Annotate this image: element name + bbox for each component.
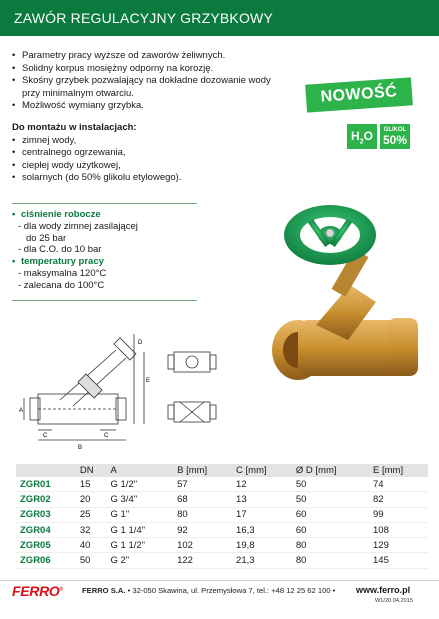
h2o-badge-h: H — [351, 129, 360, 143]
glycol-value: 50% — [382, 133, 408, 147]
column-header: B [mm] — [173, 464, 232, 477]
handle-outline — [114, 338, 136, 360]
mounting-item: • solarnych (do 50% glikolu etylowego). — [12, 172, 252, 185]
dim-label-e: E — [146, 378, 151, 384]
table-cell: 102 — [173, 538, 232, 553]
table-cell: G 1 1/4" — [107, 522, 174, 537]
table-cell: 40 — [76, 538, 107, 553]
table-cell: 16,3 — [232, 522, 292, 537]
table-row — [16, 538, 428, 553]
glycol-badge — [380, 124, 410, 149]
table-row — [16, 507, 428, 522]
ferro-logo — [12, 583, 63, 599]
mounting-item: • centralnego ogrzewania, — [12, 147, 252, 160]
table-cell: 80 — [292, 538, 369, 553]
website-link[interactable]: www.ferro.pl — [356, 585, 411, 595]
table-row — [16, 492, 428, 507]
table-row — [16, 553, 428, 568]
table-cell: 68 — [173, 492, 232, 507]
feature-item: • Solidny korpus mosiężny odporny na korozję. — [12, 63, 282, 76]
right-port — [116, 398, 126, 420]
table-cell: 80 — [292, 553, 369, 568]
company-address: • 32-050 Skawina, ul. Przemysłowa 7, tel.: +48 12 25 62 100 • — [125, 586, 336, 595]
pressure-line: - dla wody zimnej zasilającej — [18, 220, 138, 232]
table-cell: 17 — [232, 507, 292, 522]
table-cell: 92 — [173, 522, 232, 537]
product-code: ZGR06 — [16, 553, 76, 568]
table-cell: 50 — [292, 492, 369, 507]
table-cell: 20 — [76, 492, 107, 507]
mounting-heading: Do montażu w instalacjach: — [12, 122, 137, 133]
table-cell: 19,8 — [232, 538, 292, 553]
column-header: DN — [76, 464, 107, 477]
table-cell: 15 — [76, 477, 107, 492]
feature-item: • Możliwość wymiany grzybka. — [12, 100, 282, 113]
page-title: ZAWÓR REGULACYJNY GRZYBKOWY — [14, 10, 273, 26]
h2o-badge — [347, 124, 377, 149]
features-list — [12, 50, 282, 113]
table-cell: 60 — [292, 522, 369, 537]
mounting-item: • ciepłej wody użytkowej, — [12, 160, 252, 173]
table-cell: 60 — [292, 507, 369, 522]
table-cell: G 1/2" — [107, 477, 174, 492]
footer-divider — [0, 580, 439, 581]
divider — [12, 203, 197, 204]
parameters-section — [12, 209, 202, 292]
table-cell: G 2" — [107, 553, 174, 568]
table-row — [16, 522, 428, 537]
dim-label-a: A — [19, 408, 24, 414]
table-cell: 80 — [173, 507, 232, 522]
table-cell: 32 — [76, 522, 107, 537]
table-cell: 82 — [369, 492, 428, 507]
product-code: ZGR04 — [16, 522, 76, 537]
product-code: ZGR05 — [16, 538, 76, 553]
column-header: C [mm] — [232, 464, 292, 477]
table-cell: 21,3 — [232, 553, 292, 568]
column-header — [16, 464, 76, 477]
table-cell: 12 — [232, 477, 292, 492]
company-contact — [82, 586, 335, 595]
table-cell: 50 — [76, 553, 107, 568]
table-cell: 25 — [76, 507, 107, 522]
table-cell: 74 — [369, 477, 428, 492]
table-cell: G 1" — [107, 507, 174, 522]
table-cell: G 1 1/2" — [107, 538, 174, 553]
table-cell: 99 — [369, 507, 428, 522]
table-cell: 50 — [292, 477, 369, 492]
h2o-badge-o: O — [363, 129, 373, 143]
temperature-line: - zalecana do 100°C — [18, 279, 105, 291]
table-cell: 145 — [369, 553, 428, 568]
logo-text: FERRO — [12, 583, 60, 599]
company-name: FERRO S.A. — [82, 586, 126, 595]
product-code: ZGR03 — [16, 507, 76, 522]
temperature-heading: • temperatury pracy — [12, 256, 202, 268]
new-badge: NOWOŚĆ — [305, 77, 413, 112]
column-header: A — [107, 464, 174, 477]
document-version: W1/20.04.2015 — [375, 598, 413, 604]
table-cell: 13 — [232, 492, 292, 507]
table-cell: G 3/4" — [107, 492, 174, 507]
feature-item: • Skośny grzybek pozwalający na dokładne dozowanie wody przy minimalnym otwarciu. — [12, 75, 282, 100]
table-cell: 129 — [369, 538, 428, 553]
page-header — [0, 0, 439, 36]
dim-label-d: D — [138, 340, 143, 346]
mounting-item: • zimnej wody, — [12, 135, 252, 148]
dim-label-b: B — [78, 445, 83, 451]
column-header: Ø D [mm] — [292, 464, 369, 477]
table-cell: 108 — [369, 522, 428, 537]
table-cell: 122 — [173, 553, 232, 568]
dim-label-c: C — [43, 433, 48, 439]
dim-label-c: C — [104, 433, 109, 439]
table-cell: 57 — [173, 477, 232, 492]
table-header-row — [16, 464, 428, 477]
valve-product-image — [258, 190, 428, 390]
column-header: E [mm] — [369, 464, 428, 477]
glycol-label: GLIKOL — [383, 127, 407, 133]
logo-registered-mark: ® — [59, 586, 63, 593]
product-code: ZGR02 — [16, 492, 76, 507]
divider — [12, 300, 197, 301]
pressure-line: do 25 bar — [26, 232, 67, 244]
pressure-heading: • ciśnienie robocze — [12, 209, 202, 221]
h2o-badge-sub: 2 — [359, 138, 364, 146]
technical-drawing — [18, 322, 258, 457]
feature-item: • Parametry pracy wyższe od zaworów żeliwnych. — [12, 50, 282, 63]
table-row — [16, 477, 428, 492]
mounting-section — [12, 122, 252, 185]
product-code: ZGR01 — [16, 477, 76, 492]
pressure-line: - dla C.O. do 10 bar — [18, 244, 102, 256]
temperature-line: - maksymalna 120°C — [18, 267, 107, 279]
specification-table — [16, 464, 428, 569]
